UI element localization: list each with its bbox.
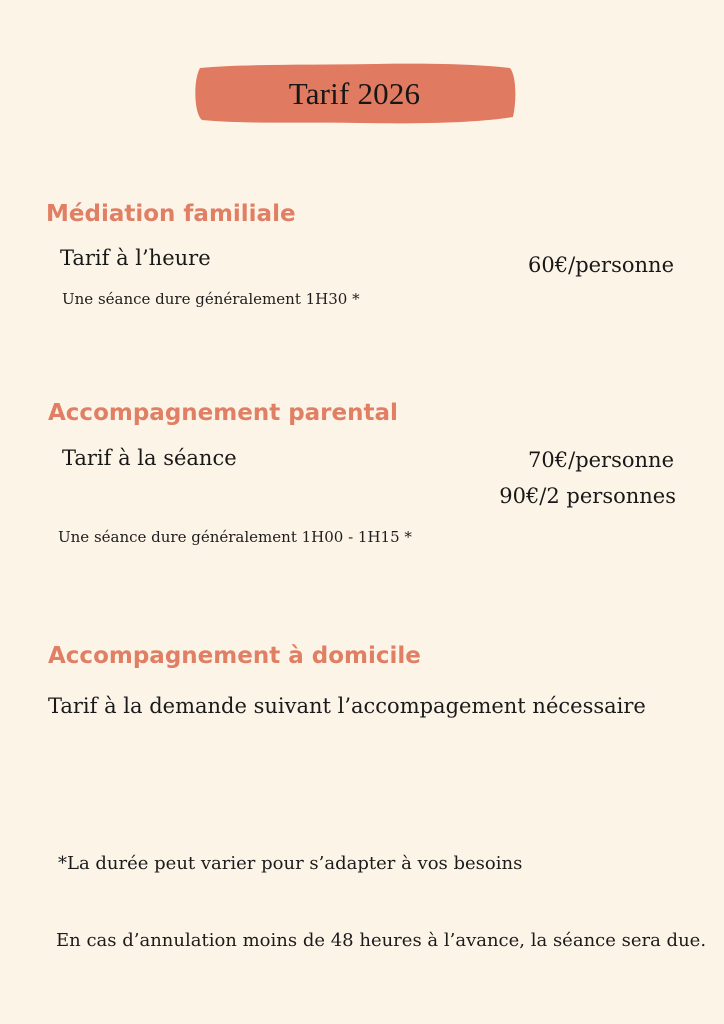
rate-label-parental: Tarif à la séance bbox=[62, 446, 237, 470]
page-title: Tarif 2026 bbox=[288, 76, 421, 111]
price-parental-single: 70€/personne bbox=[528, 448, 674, 472]
section-heading-domicile: Accompagnement à domicile bbox=[48, 643, 421, 669]
title-banner bbox=[192, 62, 517, 126]
footer-duration-note: *La durée peut varier pour s’adapter à vos besoins bbox=[58, 853, 523, 874]
rate-label-mediation: Tarif à l’heure bbox=[60, 246, 211, 270]
section-heading-parental: Accompagnement parental bbox=[48, 400, 398, 426]
description-domicile: Tarif à la demande suivant l’accompagement nécessaire bbox=[48, 694, 646, 718]
price-parental-double: 90€/2 personnes bbox=[499, 484, 676, 508]
note-mediation-duration: Une séance dure généralement 1H30 * bbox=[62, 290, 360, 308]
footer-cancellation-note: En cas d’annulation moins de 48 heures à l’avance, la séance sera due. bbox=[56, 930, 707, 951]
price-mediation-single: 60€/personne bbox=[528, 253, 674, 277]
section-heading-mediation: Médiation familiale bbox=[46, 201, 296, 227]
note-parental-duration: Une séance dure généralement 1H00 - 1H15 * bbox=[58, 528, 412, 546]
